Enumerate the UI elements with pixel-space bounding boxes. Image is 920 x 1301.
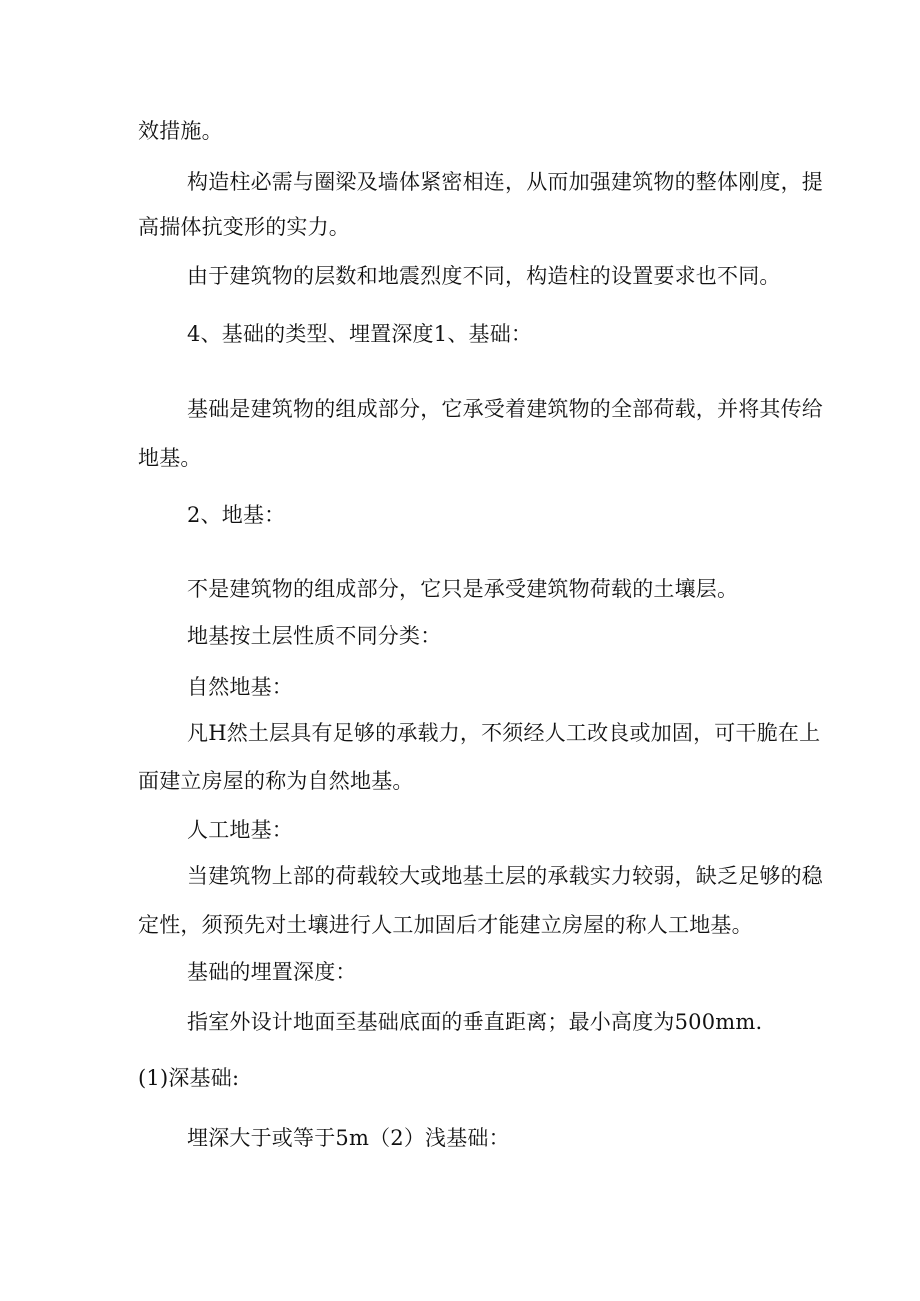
text-line: 基础的埋置深度： <box>187 960 357 984</box>
text-line: 由于建筑物的层数和地震烈度不同，构造柱的设置要求也不同。 <box>187 264 781 288</box>
text-line: 地基按土层性质不同分类： <box>187 624 442 648</box>
section-heading: 4、基础的类型、埋置深度1、基础： <box>187 322 533 346</box>
text-line: (1)深基础: <box>138 1066 240 1090</box>
section-heading: 2、地基： <box>187 503 286 527</box>
text-line: 凡H然土层具有足够的承载力，不须经人工改良或加固，可干脆在上 <box>187 721 821 745</box>
text-line: 当建筑物上部的荷载较大或地基土层的承载实力较弱，缺乏足够的稳 <box>187 864 823 888</box>
text-line: 指室外设计地面至基础底面的垂直距离；最小高度为500mm. <box>187 1010 763 1034</box>
text-line: 人工地基： <box>187 818 293 842</box>
text-line: 效措施。 <box>138 119 223 143</box>
text-line: 面建立房屋的称为自然地基。 <box>138 769 414 793</box>
text-line: 高揣体抗变形的实力。 <box>138 215 350 239</box>
text-line: 定性，须预先对土壤进行人工加固后才能建立房屋的称人工地基。 <box>138 913 753 937</box>
text-line: 基础是建筑物的组成部分，它承受着建筑物的全部荷载，并将其传给 <box>187 397 823 421</box>
text-line: 自然地基： <box>187 675 293 699</box>
text-line: 埋深大于或等于5m（2）浅基础： <box>187 1126 510 1150</box>
text-line: 构造柱必需与圈梁及墙体紧密相连，从而加强建筑物的整体刚度，提 <box>187 170 823 194</box>
text-line: 不是建筑物的组成部分，它只是承受建筑物荷载的土壤层。 <box>187 577 739 601</box>
text-line: 地基。 <box>138 446 202 470</box>
